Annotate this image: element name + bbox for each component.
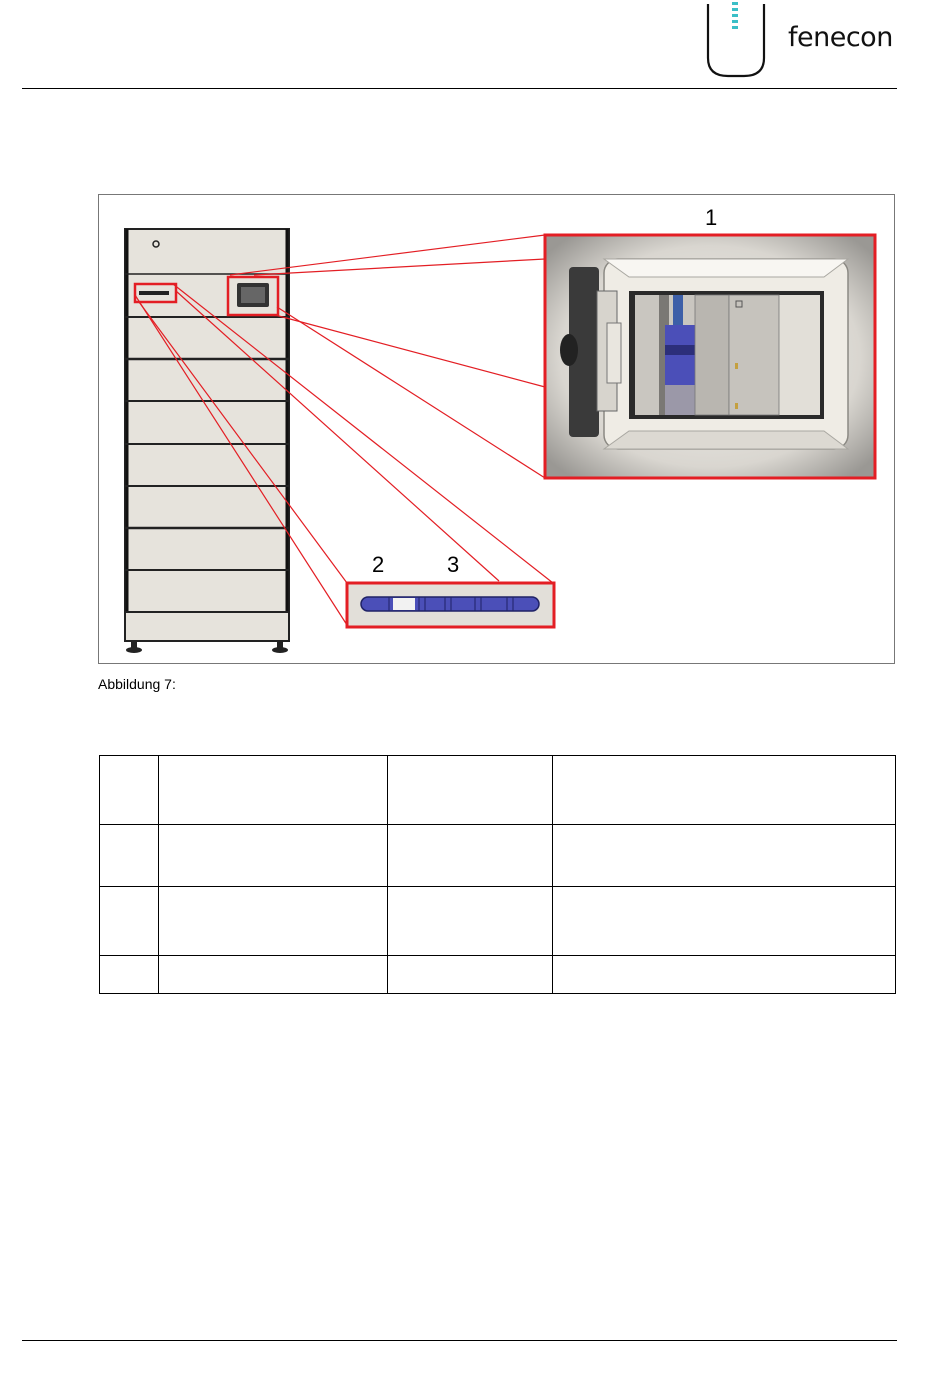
- table-cell: [100, 887, 159, 956]
- callout-1: 1: [705, 205, 718, 230]
- table-cell: [553, 825, 896, 887]
- footer-rule: [22, 1340, 897, 1341]
- battery-cabinet: [125, 229, 289, 653]
- legend-table: [99, 755, 896, 994]
- table-cell: [388, 756, 553, 825]
- table-cell: [100, 756, 159, 825]
- table-cell: [100, 825, 159, 887]
- logo-wordmark: fenecon: [788, 22, 893, 53]
- table-cell: [553, 756, 896, 825]
- zoom-switch-detail: [347, 583, 554, 627]
- fenecon-logo: [700, 0, 900, 80]
- table-cell: [159, 825, 388, 887]
- table-row: [100, 825, 896, 887]
- table-row: [100, 956, 896, 994]
- table-cell: [553, 956, 896, 994]
- table-cell: [553, 887, 896, 956]
- table-cell: [388, 825, 553, 887]
- table-row: [100, 887, 896, 956]
- header-rule: [22, 88, 897, 89]
- table-cell: [100, 956, 159, 994]
- cabinet-illustration: [99, 195, 896, 665]
- table-cell: [388, 956, 553, 994]
- table-cell: [159, 956, 388, 994]
- switch-indicator: [393, 598, 415, 610]
- table-row: [100, 756, 896, 825]
- callout-3: 3: [447, 552, 460, 577]
- table-cell: [159, 887, 388, 956]
- table-cell: [159, 756, 388, 825]
- zoom-breaker-detail: [545, 235, 875, 478]
- switch-slot: [139, 291, 169, 295]
- figure-frame: [98, 194, 895, 664]
- logo-mark-icon: [700, 0, 780, 80]
- callout-2: 2: [372, 552, 385, 577]
- figure-caption: Abbildung 7:: [98, 676, 176, 692]
- table-cell: [388, 887, 553, 956]
